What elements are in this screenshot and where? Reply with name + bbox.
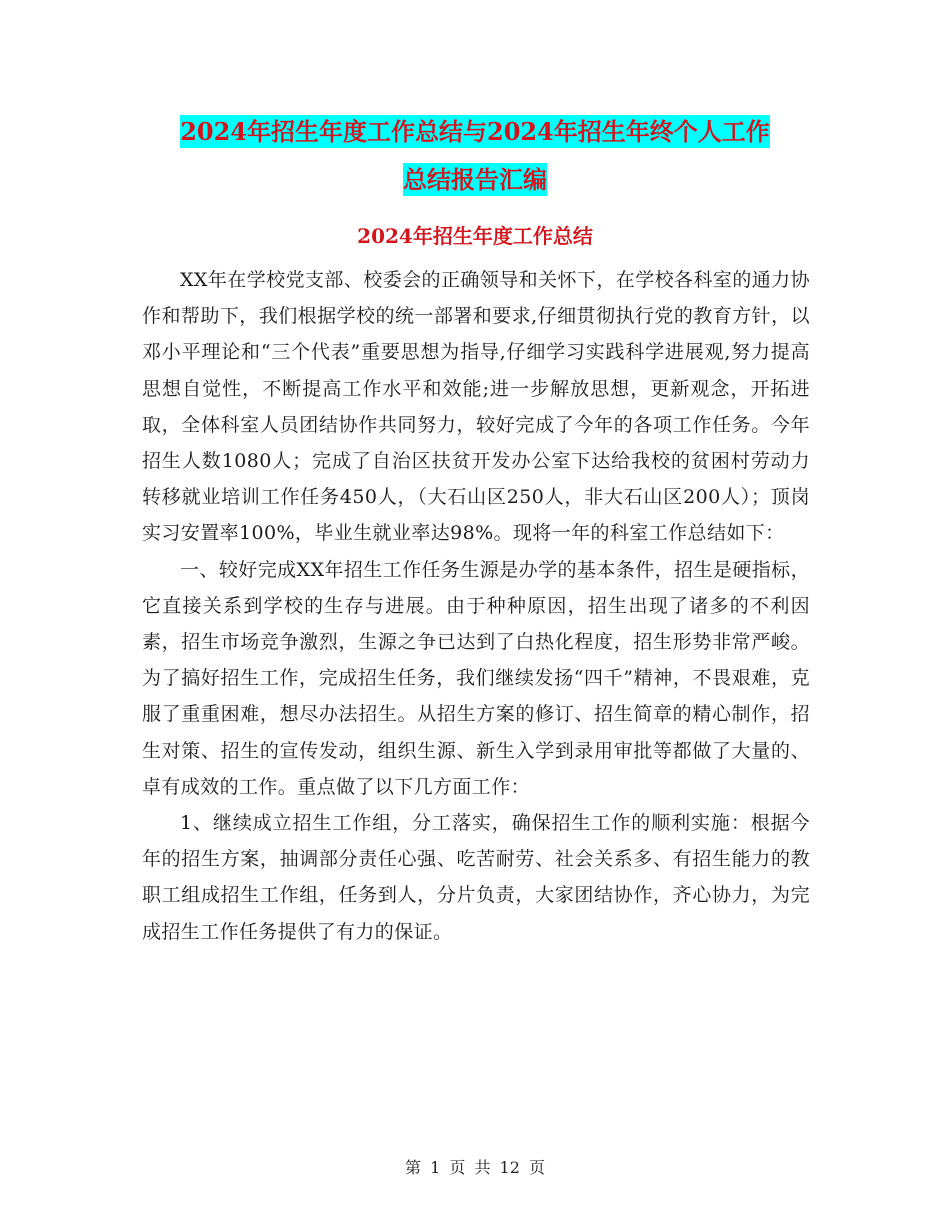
paragraph-3: 1、继续成立招生工作组，分工落实，确保招生工作的顺利实施：根据今年的招生方案，抽调部分责任心强、吃苦耐劳、社会关系多、有招生能力的教职工组成招生工作组，任务到人，分片负责，大家团结协作，齐心协力，为完成招生工作任务提供了有力的保证。 [142, 812, 810, 943]
title-line-1: 2024年招生年度工作总结与2024年招生年终个人工作 [180, 117, 770, 146]
title-line-2: 总结报告汇编 [403, 165, 547, 194]
body-text [142, 262, 810, 950]
page-footer: 第 1 页 共 12 页 [405, 1158, 545, 1177]
document-title [120, 108, 830, 204]
paragraph-1: XX年在学校党支部、校委会的正确领导和关怀下，在学校各科室的通力协作和帮助下，我们根据学校的统一部署和要求,仔细贯彻执行党的教育方针，以邓小平理论和“三个代表”重要思想为指导,仔细学习实践科学进展观,努力提高思想自觉性，不断提高工作水平和效能;进一步解放思想，更新观念，开拓进取，全体科室人员团结协作共同努力，较好完成了今年的各项工作任务。今年招生人数1080人；完成了自治区扶贫开发办公室下达给我校的贫困村劳动力转移就业培训工作任务450人，（大石山区250人，非大石山区200人）；顶岗实习安置率100%，毕业生就业率达98%。现将一年的科室工作总结如下： [142, 269, 810, 545]
paragraph-2: 一、较好完成XX年招生工作任务生源是办学的基本条件，招生是硬指标，它直接关系到学校的生存与进展。由于种种原因，招生出现了诸多的不利因素，招生市场竞争激烈，生源之争已达到了白热化程度，招生形势非常严峻。为了搞好招生工作，完成招生任务，我们继续发扬“四千”精神，不畏艰难，克服了重重困难，想尽办法招生。从招生方案的修订、招生简章的精心制作，招生对策、招生的宣传发动，组织生源、新生入学到录用审批等都做了大量的、卓有成效的工作。重点做了以下几方面工作： [142, 558, 810, 798]
section-title: 2024年招生年度工作总结 [357, 224, 593, 248]
